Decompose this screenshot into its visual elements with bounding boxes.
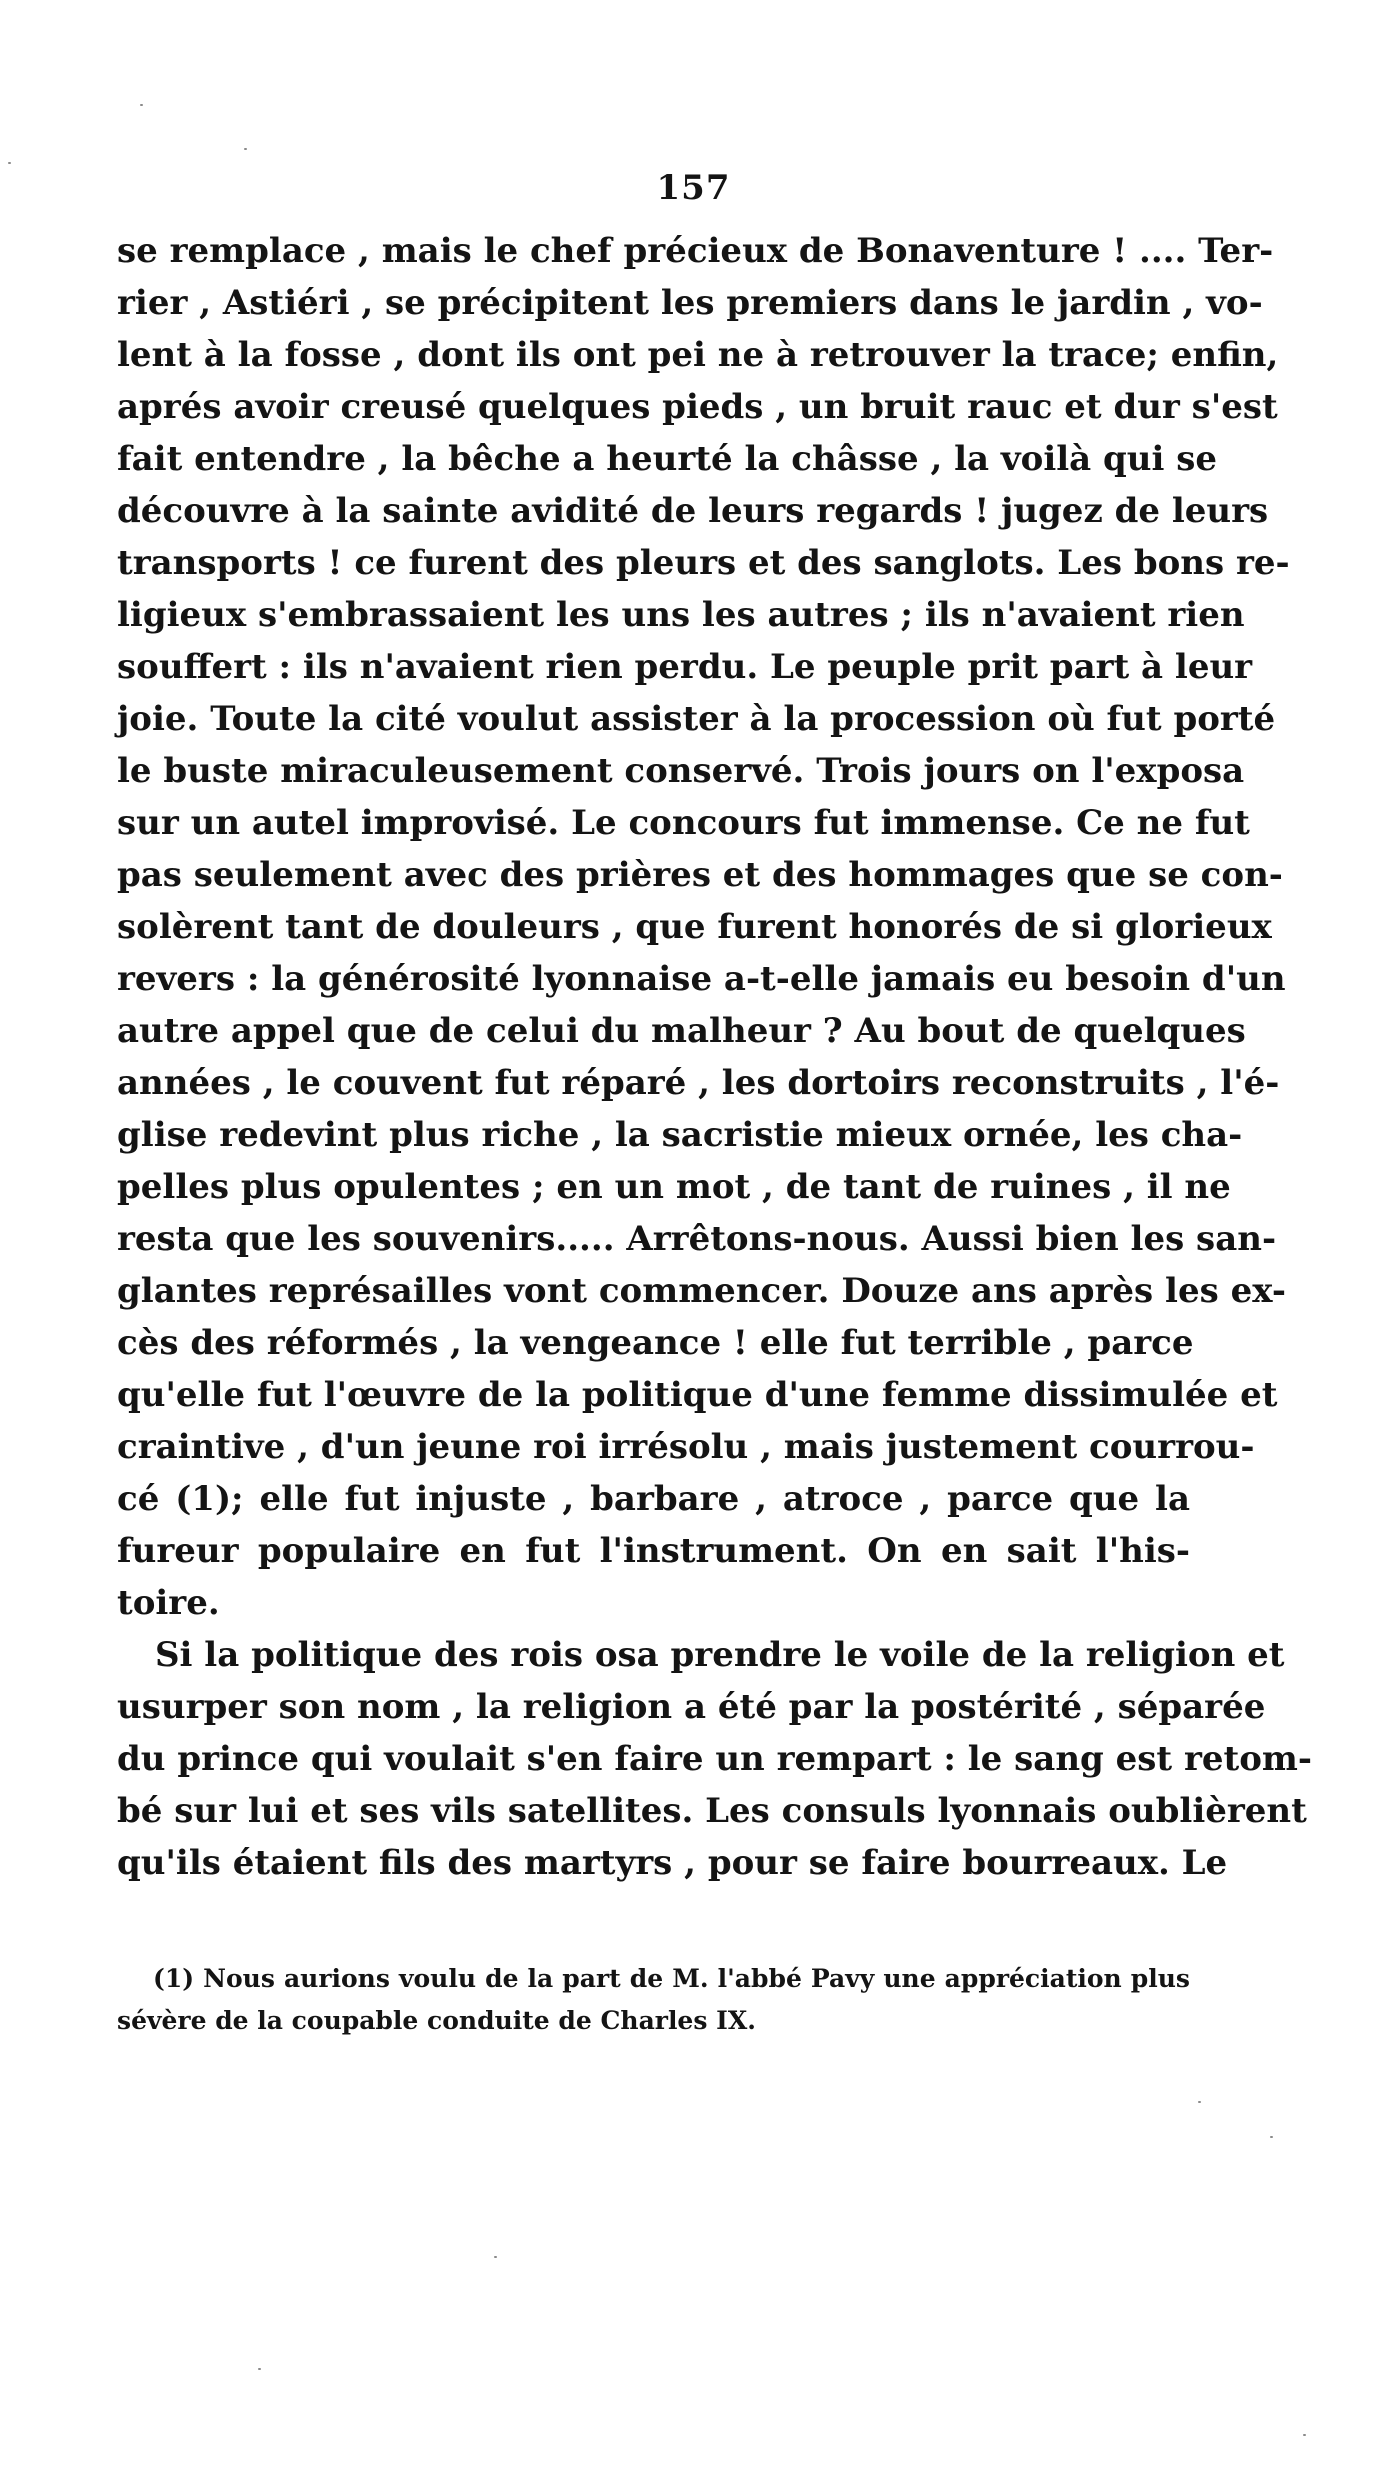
text-line: resta que les souvenirs..... Arrêtons-nous. Aussi bien les san- bbox=[117, 1219, 1277, 1259]
text-line: cès des réformés , la vengeance ! elle fut terrible , parce bbox=[117, 1323, 1194, 1363]
text-line: joie. Toute la cité voulut assister à la procession où fut porté bbox=[117, 699, 1276, 739]
text-line: du prince qui voulait s'en faire un rempart : le sang est retom- bbox=[117, 1739, 1312, 1779]
text-line: qu'elle fut l'œuvre de la politique d'une femme dissimulée et bbox=[117, 1375, 1278, 1415]
text-line: glise redevint plus riche , la sacristie mieux ornée, les cha- bbox=[117, 1115, 1243, 1155]
text-line: ligieux s'embrassaient les uns les autres ; ils n'avaient rien bbox=[117, 595, 1245, 635]
text-line: bé sur lui et ses vils satellites. Les consuls lyonnais oublièrent bbox=[117, 1791, 1307, 1831]
paper-speck bbox=[140, 104, 143, 106]
paper-speck bbox=[1270, 2136, 1273, 2138]
text-line: se remplace , mais le chef précieux de Bonaventure ! .... Ter- bbox=[117, 231, 1274, 271]
paragraph-start-line: Si la politique des rois osa prendre le voile de la religion et bbox=[155, 1635, 1285, 1675]
text-line: rier , Astiéri , se précipitent les premiers dans le jardin , vo- bbox=[117, 283, 1263, 323]
text-line: glantes représailles vont commencer. Douze ans après les ex- bbox=[117, 1271, 1286, 1311]
paper-speck bbox=[494, 2256, 497, 2258]
text-line: cé (1); elle fut injuste , barbare , atroce , parce que la bbox=[117, 1479, 1190, 1519]
text-line: revers : la générosité lyonnaise a-t-elle jamais eu besoin d'un bbox=[117, 959, 1286, 999]
text-line: transports ! ce furent des pleurs et des sanglots. Les bons re- bbox=[117, 543, 1290, 583]
text-line: fait entendre , la bêche a heurté la châsse , la voilà qui se bbox=[117, 439, 1218, 479]
text-line: découvre à la sainte avidité de leurs regards ! jugez de leurs bbox=[117, 491, 1269, 531]
paper-speck bbox=[258, 2368, 261, 2370]
text-line: souffert : ils n'avaient rien perdu. Le peuple prit part à leur bbox=[117, 647, 1253, 687]
text-line: solèrent tant de douleurs , que furent honorés de si glorieux bbox=[117, 907, 1272, 947]
footnote-line: sévère de la coupable conduite de Charles IX. bbox=[117, 2006, 756, 2035]
text-line: lent à la fosse , dont ils ont pei ne à retrouver la trace; enfin, bbox=[117, 335, 1279, 375]
text-line: autre appel que de celui du malheur ? Au bout de quelques bbox=[117, 1011, 1246, 1051]
text-line: le buste miraculeusement conservé. Trois jours on l'exposa bbox=[117, 751, 1245, 791]
paper-speck bbox=[8, 162, 11, 164]
paper-speck bbox=[1198, 2101, 1201, 2103]
text-line: fureur populaire en fut l'instrument. On en sait l'his- bbox=[117, 1531, 1190, 1571]
text-line: aprés avoir creusé quelques pieds , un bruit rauc et dur s'est bbox=[117, 387, 1278, 427]
text-line: pas seulement avec des prières et des hommages que se con- bbox=[117, 855, 1283, 895]
text-line: pelles plus opulentes ; en un mot , de tant de ruines , il ne bbox=[117, 1167, 1231, 1207]
text-line: qu'ils étaient fils des martyrs , pour se faire bourreaux. Le bbox=[117, 1843, 1228, 1883]
text-line: craintive , d'un jeune roi irrésolu , mais justement courrou- bbox=[117, 1427, 1255, 1467]
body-text bbox=[117, 225, 1312, 1889]
footnote bbox=[117, 1958, 1190, 2042]
page-number: 157 bbox=[656, 168, 731, 208]
footnote-line: (1) Nous aurions voulu de la part de M. l'abbé Pavy une appréciation plus bbox=[153, 1964, 1190, 1993]
paper-speck bbox=[1303, 2434, 1306, 2436]
text-line: années , le couvent fut réparé , les dortoirs reconstruits , l'é- bbox=[117, 1063, 1280, 1103]
text-line: usurper son nom , la religion a été par la postérité , séparée bbox=[117, 1687, 1266, 1727]
paper-speck bbox=[244, 148, 247, 150]
text-line: toire. bbox=[117, 1583, 220, 1623]
text-line: sur un autel improvisé. Le concours fut immense. Ce ne fut bbox=[117, 803, 1250, 843]
